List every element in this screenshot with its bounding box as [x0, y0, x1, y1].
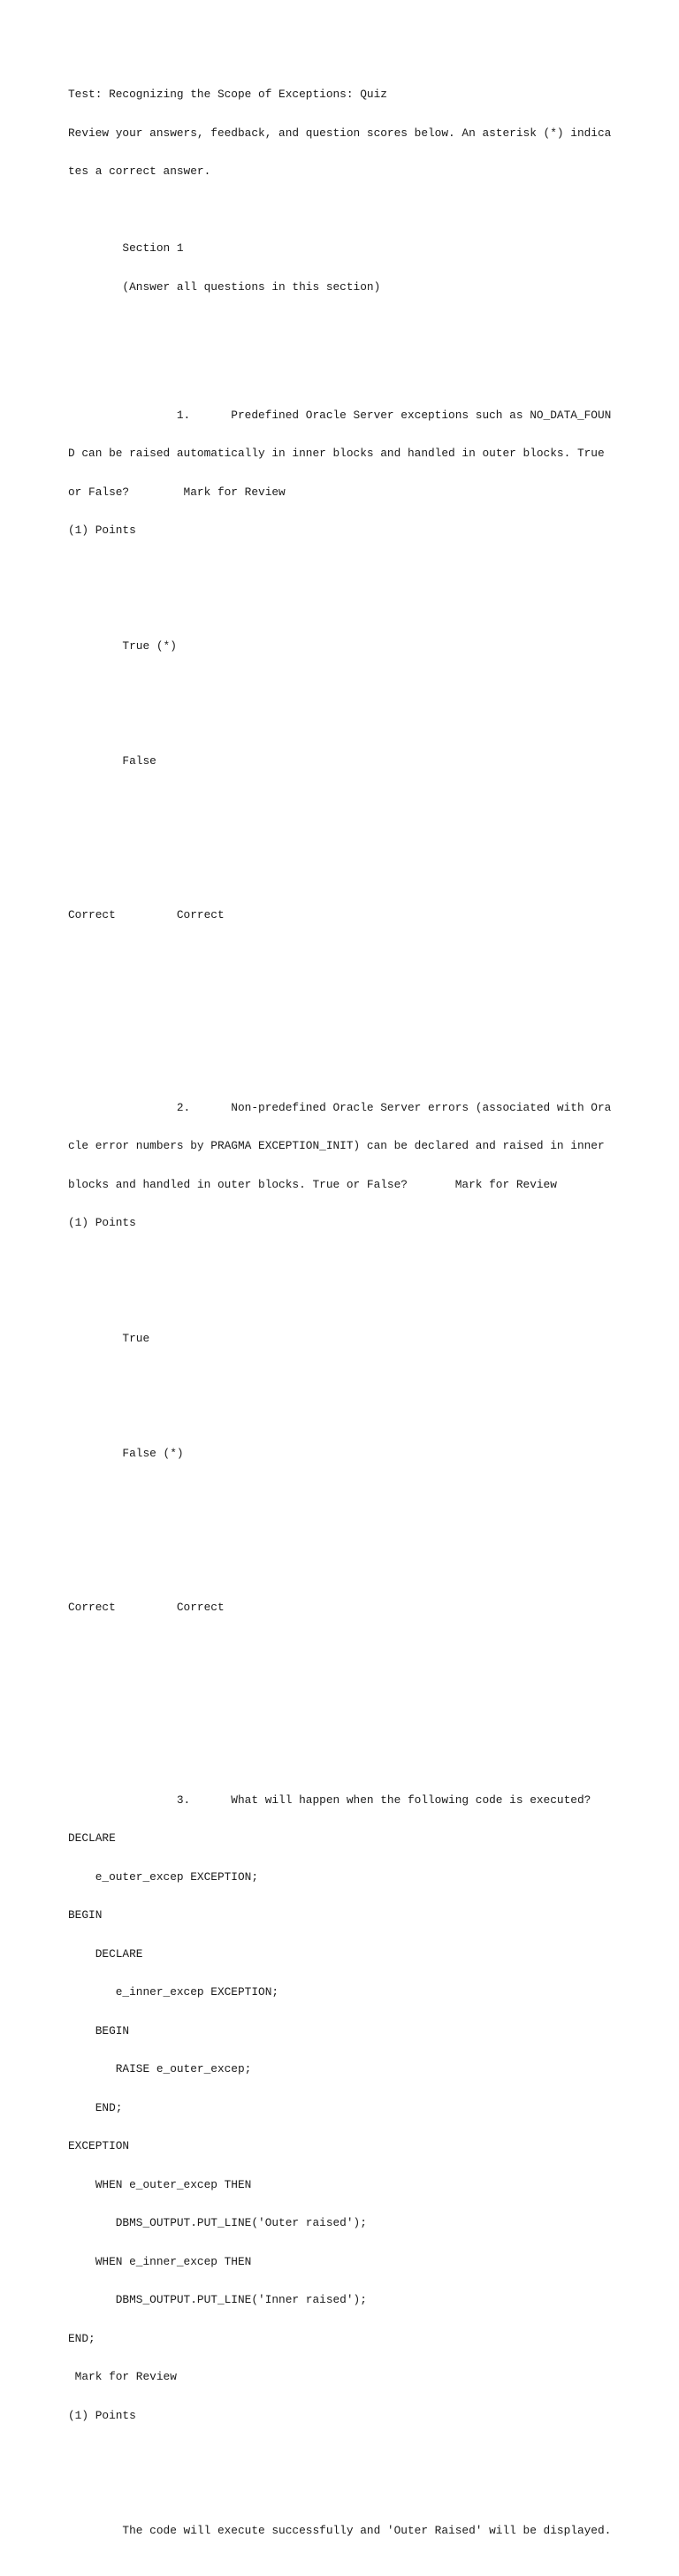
answer-option: True: [68, 1331, 150, 1345]
section-instruction: (Answer all questions in this section): [68, 279, 381, 294]
question-text-line: cle error numbers by PRAGMA EXCEPTION_INIT) can be declared and raised in inner: [68, 1139, 605, 1152]
code-line: RAISE e_outer_excep;: [68, 2062, 252, 2075]
question-text-line: 3. What will happen when the following code is executed?: [68, 1792, 591, 1807]
question-2: [68, 1076, 652, 1717]
code-line: WHEN e_outer_excep THEN: [68, 2177, 252, 2191]
question-text-line: D can be raised automatically in inner blocks and handled in outer blocks. True: [68, 447, 605, 460]
question-points: (1) Points: [68, 2408, 136, 2422]
intro-line-1: Review your answers, feedback, and question scores below. An asterisk (*) indica: [68, 126, 612, 140]
code-line: WHEN e_inner_excep THEN: [68, 2254, 252, 2268]
question-text-line: 2. Non-predefined Oracle Server errors (associated with Ora: [68, 1100, 612, 1114]
answer-option: False: [68, 754, 156, 768]
mark-for-review: Mark for Review: [68, 2370, 177, 2383]
code-line: DBMS_OUTPUT.PUT_LINE('Inner raised');: [68, 2293, 367, 2306]
question-feedback: Correct Correct: [68, 908, 225, 921]
question-1: [68, 384, 652, 1025]
intro-line-2: tes a correct answer.: [68, 164, 211, 178]
code-line: e_outer_excep EXCEPTION;: [68, 1869, 259, 1884]
quiz-document: [68, 63, 652, 2576]
code-line: DECLARE: [68, 1831, 116, 1845]
question-points: (1) Points: [68, 524, 136, 537]
question-points: (1) Points: [68, 1216, 136, 1229]
question-text-line: 1. Predefined Oracle Server exceptions such as NO_DATA_FOUN: [68, 408, 612, 422]
question-feedback: Correct Correct: [68, 1601, 225, 1614]
code-line: END;: [68, 2331, 95, 2345]
answer-option: The code will execute successfully and 'Outer Raised' will be displayed.: [68, 2524, 612, 2537]
page-title: Test: Recognizing the Scope of Exceptions: Quiz: [68, 88, 387, 101]
code-line: e_inner_excep EXCEPTION;: [68, 1985, 279, 1999]
question-text-line: blocks and handled in outer blocks. True or False? Mark for Review: [68, 1177, 557, 1191]
answer-option: True (*): [68, 638, 177, 653]
code-line: BEGIN: [68, 1908, 103, 1922]
code-line: DECLARE: [68, 1946, 143, 1961]
section-label: Section 1: [68, 241, 184, 255]
blank-line: [68, 204, 652, 218]
question-text-line: or False? Mark for Review: [68, 485, 286, 499]
code-line: EXCEPTION: [68, 2139, 130, 2152]
answer-option: False (*): [68, 1447, 184, 1460]
blank-line: [68, 319, 652, 333]
code-line: END;: [68, 2100, 123, 2114]
code-line: BEGIN: [68, 2023, 130, 2037]
question-3: [68, 1769, 652, 2564]
code-line: DBMS_OUTPUT.PUT_LINE('Outer raised');: [68, 2216, 367, 2229]
